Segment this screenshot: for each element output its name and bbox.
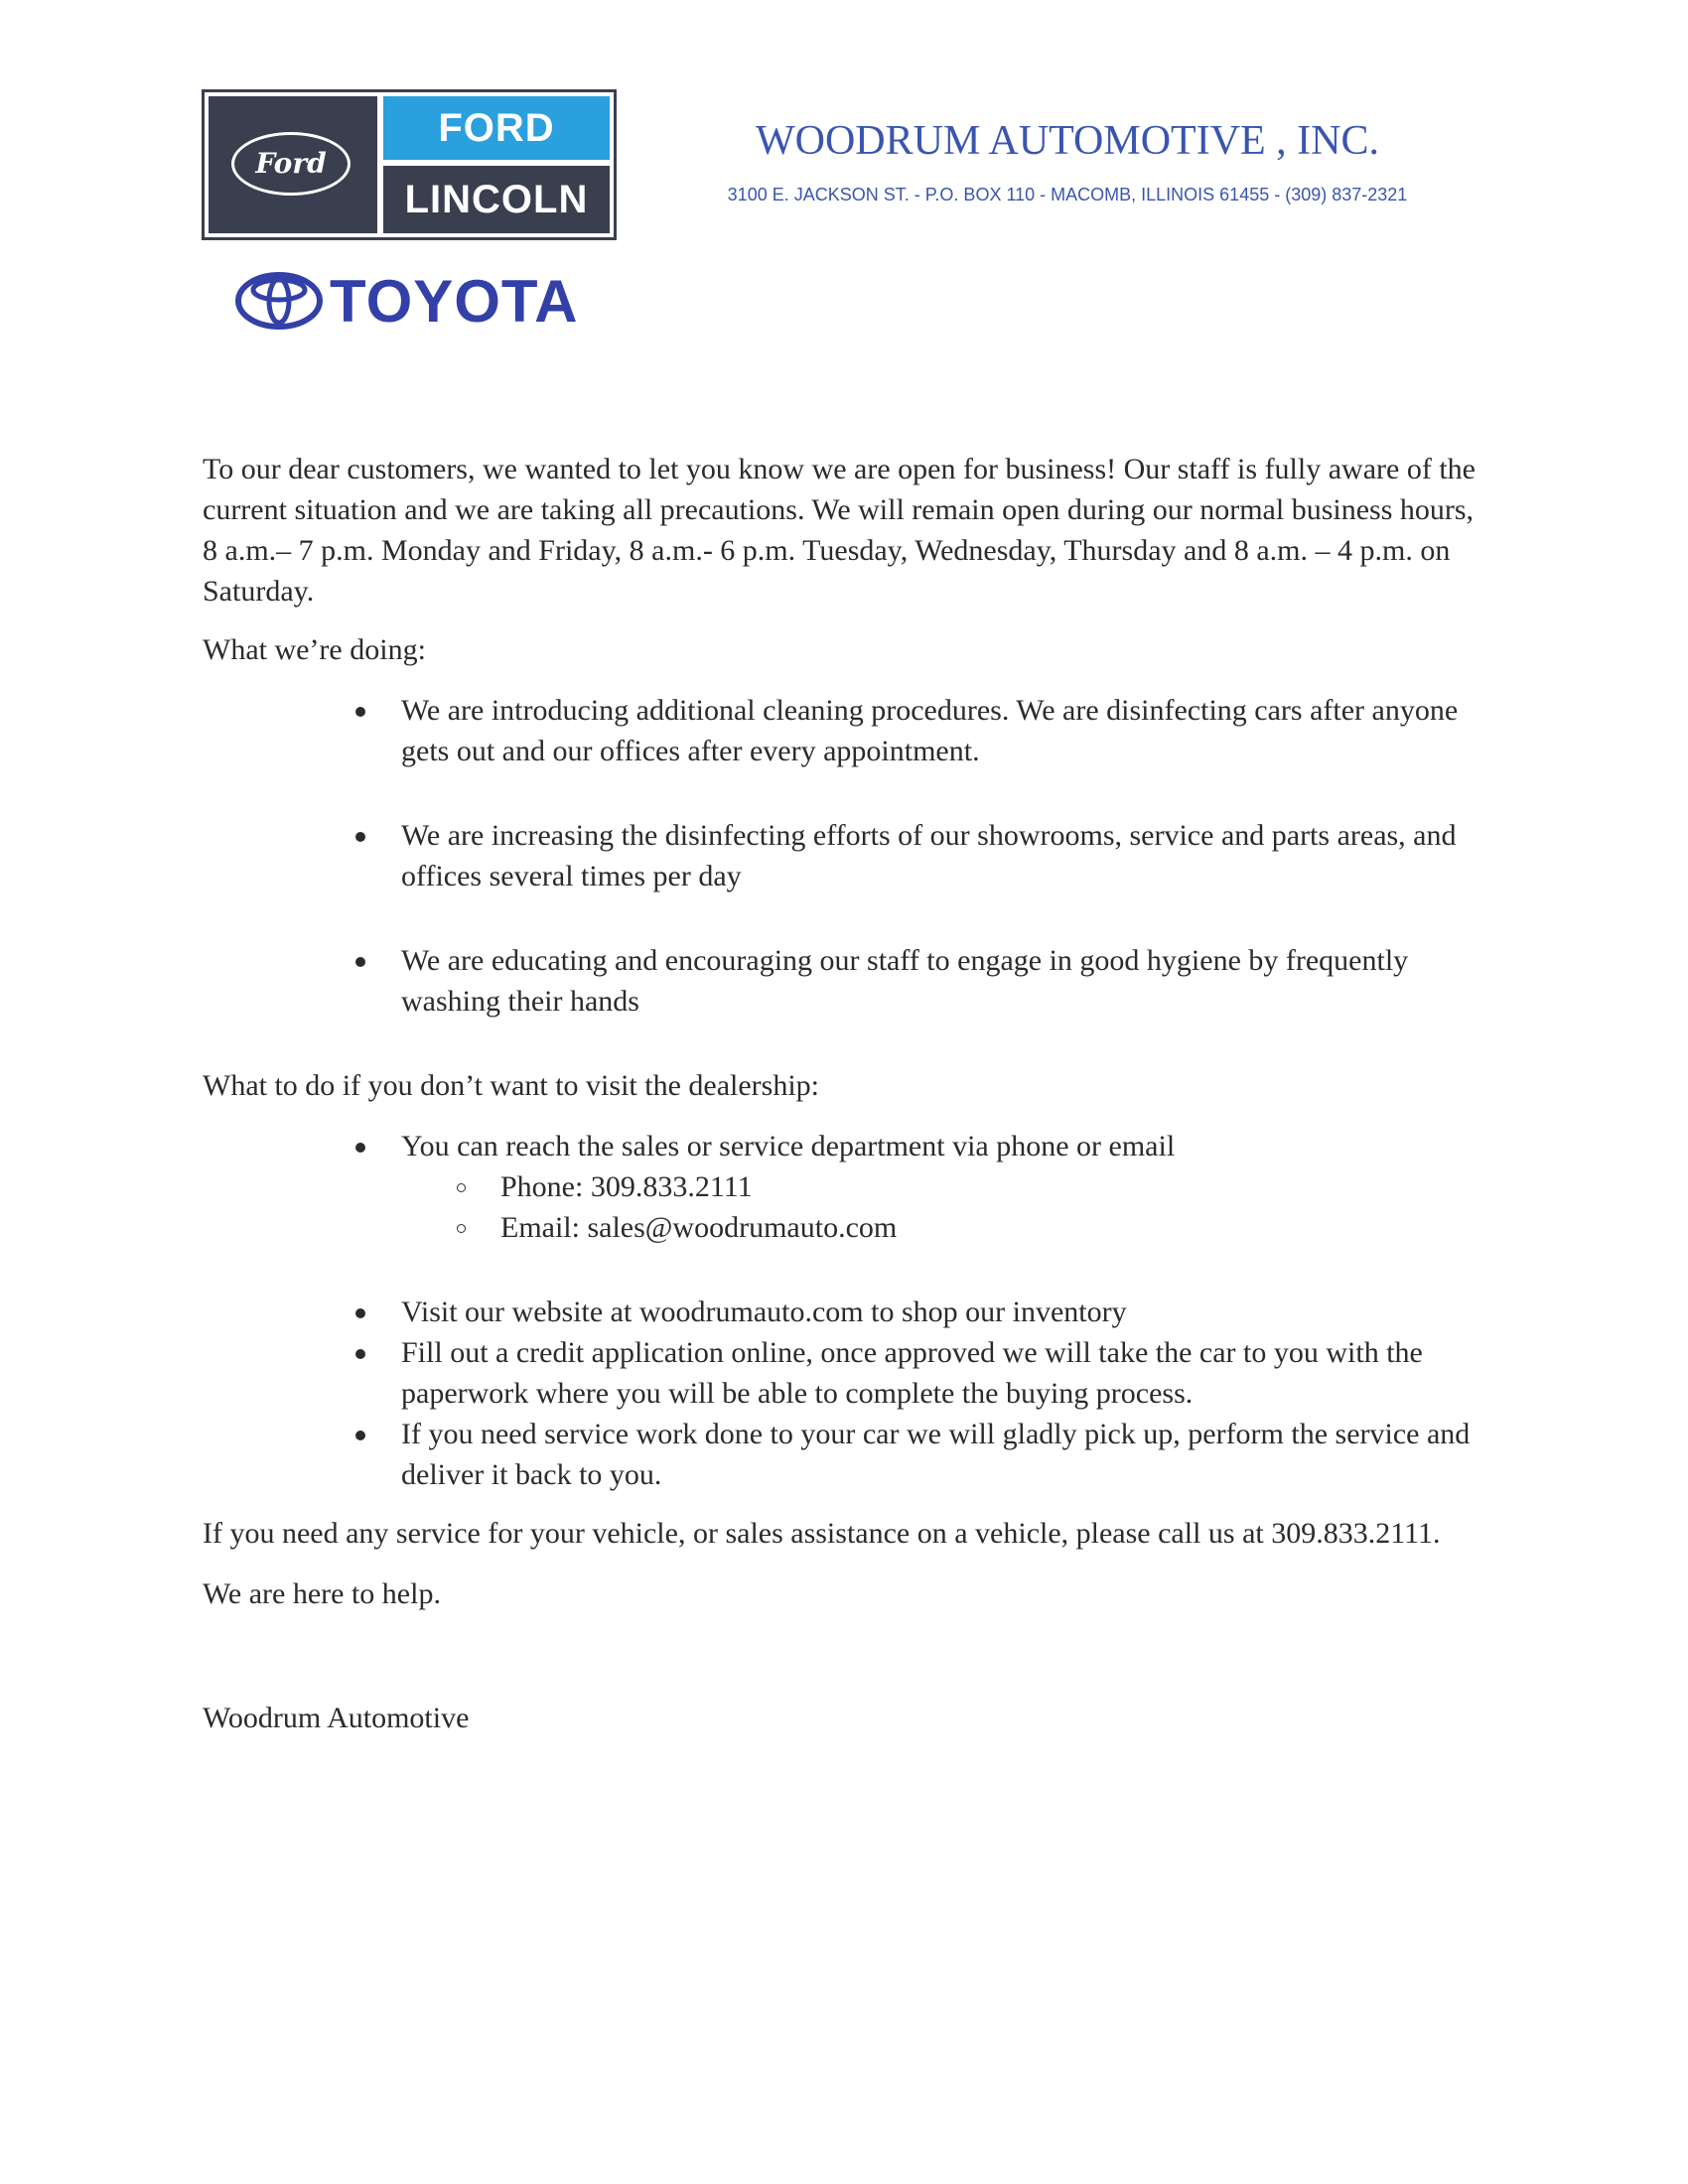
company-address: 3100 E. JACKSON ST. - P.O. BOX 110 - MACOMB, ILLINOIS 61455 - (309) 837-2321: [727, 185, 1408, 205]
list-item: If you need service work done to your car we will gladly pick up, perform the service and deliver it back to you.: [401, 1414, 1493, 1495]
signature: Woodrum Automotive: [203, 1702, 470, 1734]
ford-lincoln-logo: [202, 89, 617, 240]
list-item: We are increasing the disinfecting efforts of our showrooms, service and parts areas, and offices several times per day: [401, 815, 1493, 896]
doing-heading: What we’re doing:: [203, 633, 426, 666]
ford-label: FORD: [383, 96, 610, 160]
help-line: We are here to help.: [203, 1577, 441, 1610]
list-item: We are introducing additional cleaning procedures. We are disinfecting cars after anyone gets out and our offices after every appointment.: [401, 690, 1493, 771]
lincoln-label: LINCOLN: [383, 166, 610, 233]
toyota-emblem-icon: [234, 271, 324, 331]
toyota-wordmark: TOYOTA: [330, 267, 579, 335]
contact-sublist: [401, 1166, 1493, 1248]
doing-list: [203, 690, 1493, 1022]
company-name: WOODRUM AUTOMOTIVE , INC.: [755, 118, 1380, 164]
list-item: Visit our website at woodrumauto.com to shop our inventory: [401, 1292, 1493, 1332]
visit-heading: What to do if you don’t want to visit the dealership:: [203, 1069, 820, 1102]
intro-paragraph: To our dear customers, we wanted to let you know we are open for business! Our staff is fully aware of the current situation and we are taking all precautions. We will remain open during our normal business hours, 8 a.m.– 7 p.m. Monday and Friday, 8 a.m.- 6 p.m. Tuesday, Wednesday, Thursday and 8 a.m. – 4 p.m. on Saturday.: [203, 453, 1476, 608]
list-item: [401, 1126, 1493, 1248]
ford-oval-panel: [209, 96, 377, 233]
ford-oval-text: Ford: [255, 147, 327, 180]
list-item: Fill out a credit application online, once approved we will take the car to you with the paperwork where you will be able to complete the buying process.: [401, 1332, 1493, 1414]
toyota-logo: [234, 266, 578, 336]
closing-paragraph: If you need any service for your vehicle, or sales assistance on a vehicle, please call us at 309.833.2111.: [203, 1517, 1441, 1550]
letter-body: [203, 449, 1493, 1738]
list-item: We are educating and encouraging our staff to engage in good hygiene by frequently washing their hands: [401, 940, 1493, 1022]
email-item: Email: sales@woodrumauto.com: [500, 1207, 1493, 1248]
reach-item-text: You can reach the sales or service department via phone or email: [401, 1130, 1176, 1162]
contact-list: [203, 1126, 1493, 1495]
phone-item: Phone: 309.833.2111: [500, 1166, 1493, 1207]
ford-oval-icon: [231, 132, 351, 196]
